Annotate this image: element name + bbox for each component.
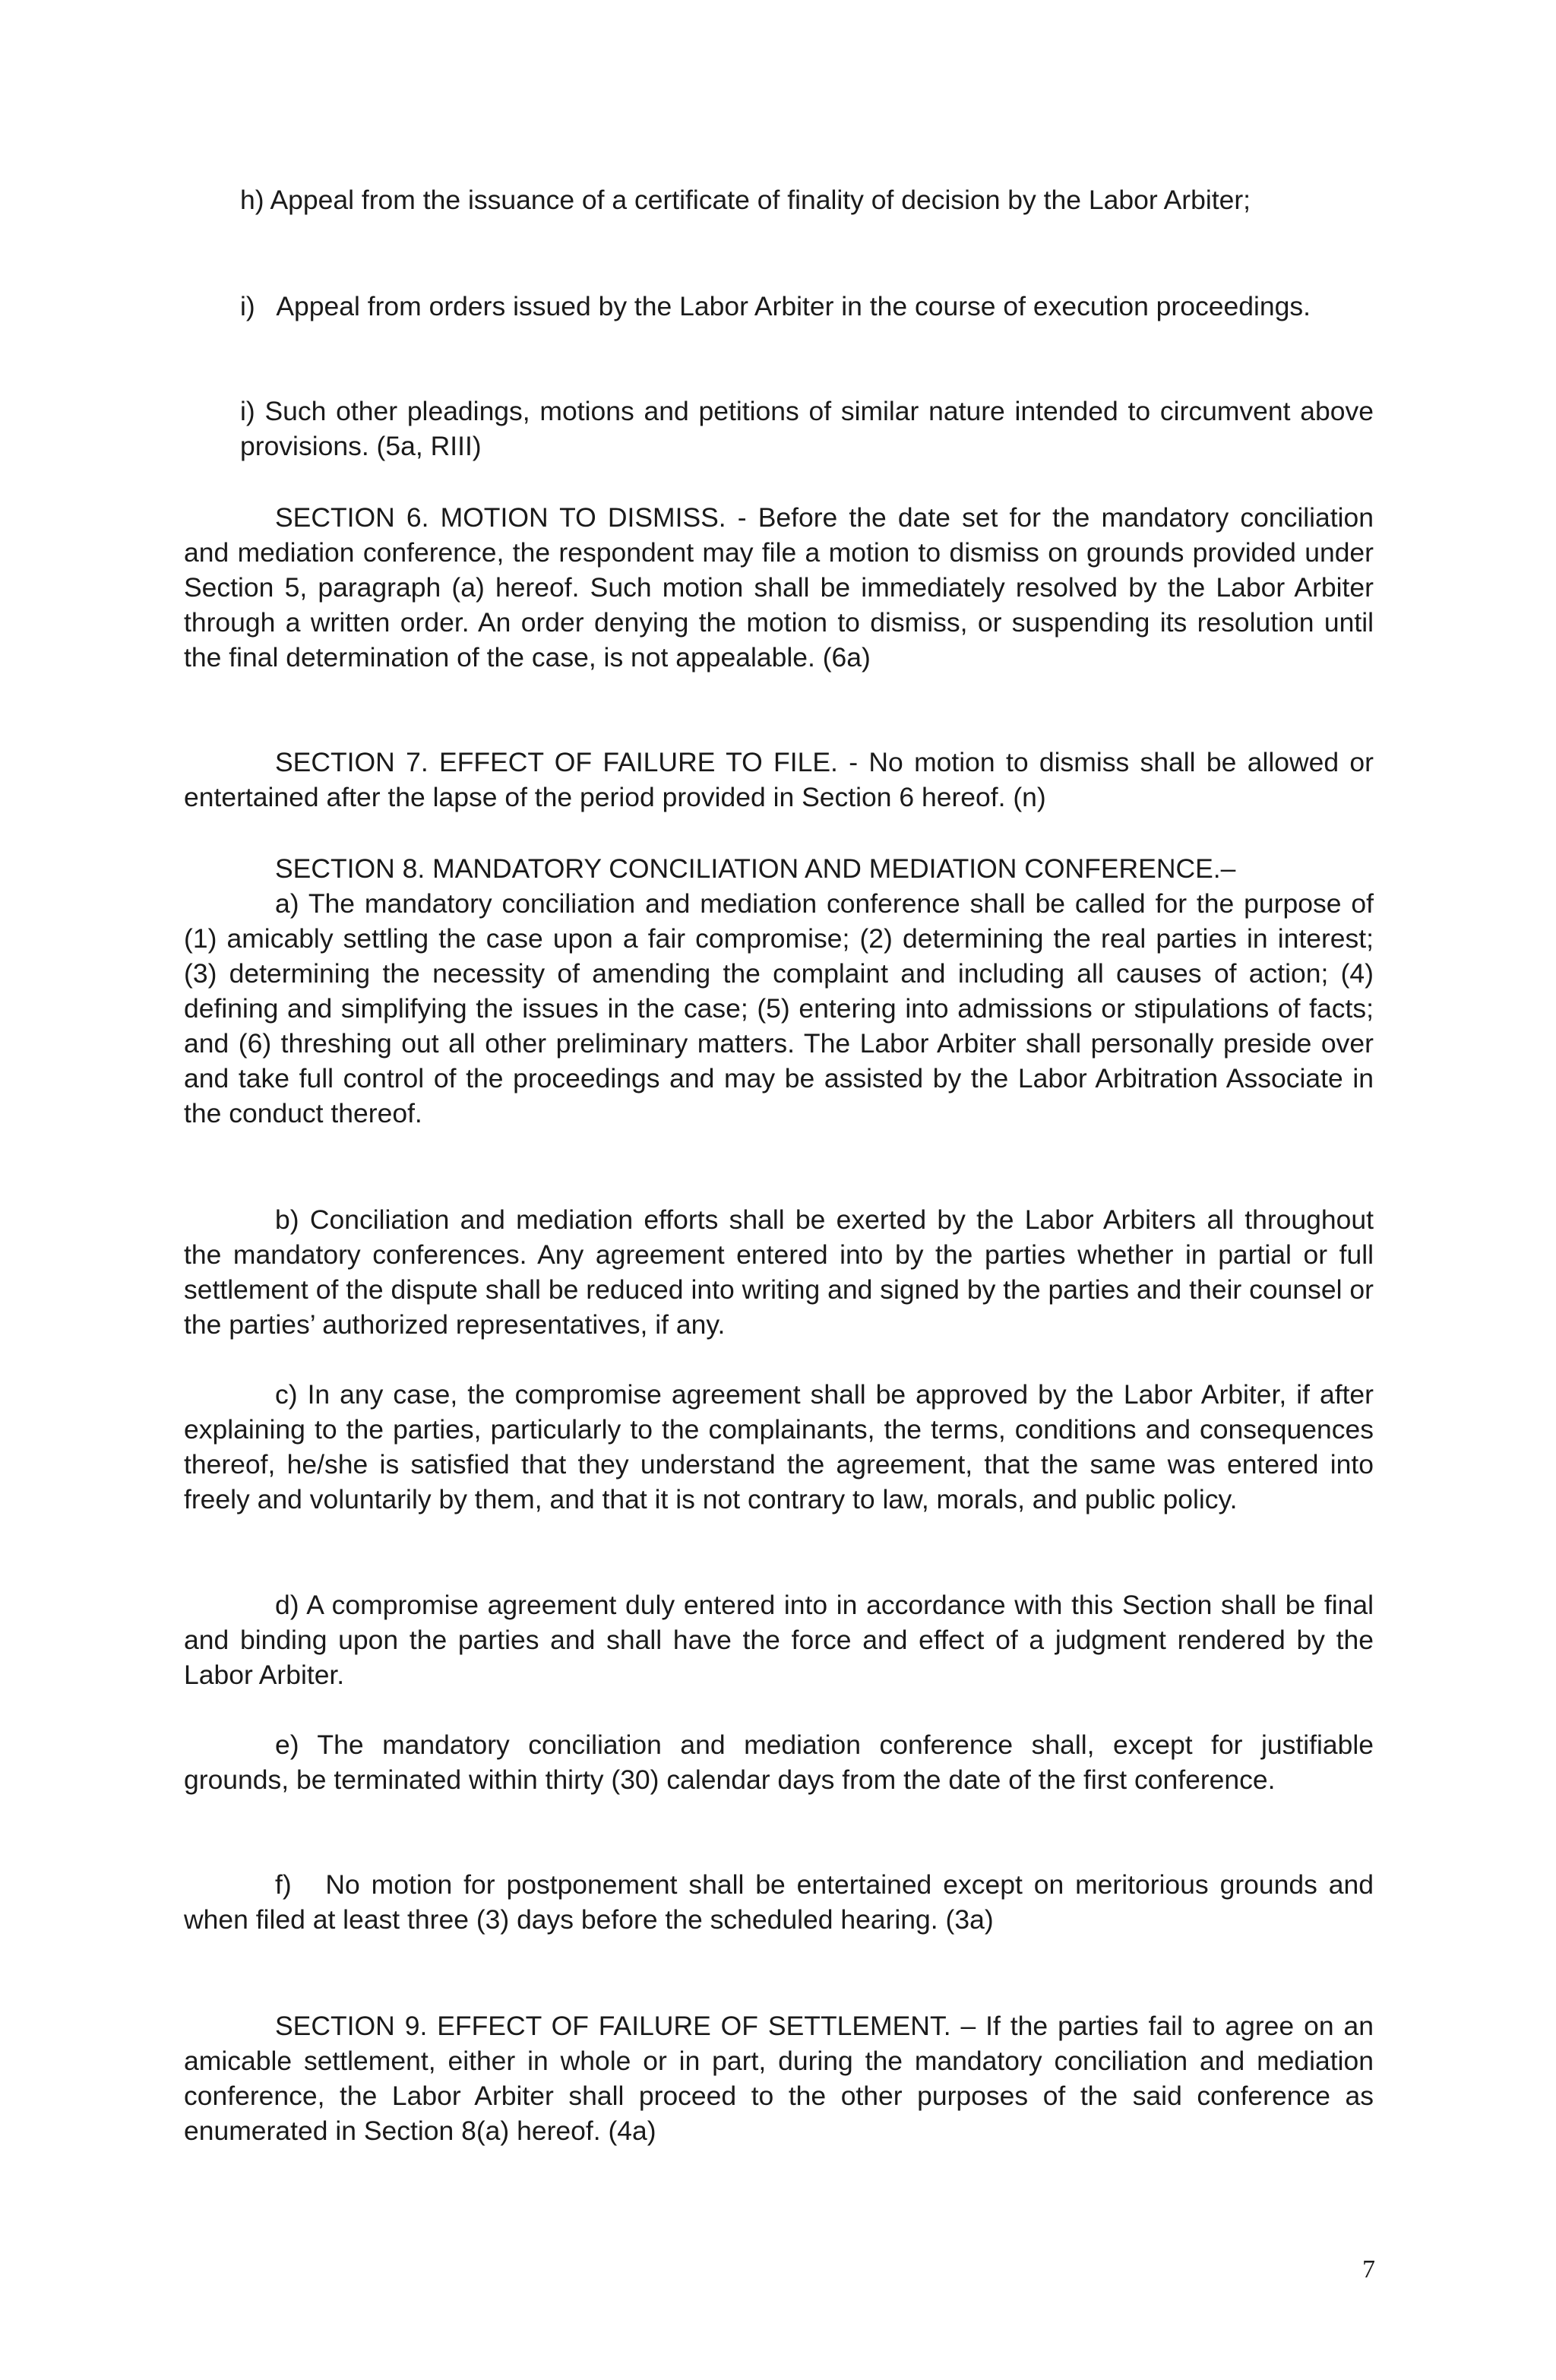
section-7-paragraph: SECTION 7. EFFECT OF FAILURE TO FILE. - No motion to dismiss shall be allowed or entertained after the lapse of the period provided in Section 6 hereof. (n) (184, 747, 1374, 812)
page-number: 7 (1362, 2255, 1375, 2283)
item-i-execution-paragraph: i) Appeal from orders issued by the Labor Arbiter in the course of execution proceedings. (240, 291, 1311, 321)
section-8-paragraph-b: b) Conciliation and mediation efforts shall be exerted by the Labor Arbiters all throughout the mandatory conferences. Any agreement entered into by the parties whether in partial or full settlement of the dispute shall be reduced into writing and signed by the parties and their counsel or the parties’ authorized representatives, if any. (184, 1204, 1374, 1340)
section-9-paragraph: SECTION 9. EFFECT OF FAILURE OF SETTLEMENT. – If the parties fail to agree on an amicable settlement, either in whole or in part, during the mandatory conciliation and mediation conference, the Labor Arbiter shall proceed to the other purposes of the said conference as enumerated in Section 8(a) hereof. (4a) (184, 2011, 1374, 2146)
section-8-paragraph-e: e) The mandatory conciliation and mediation conference shall, except for justifiable grounds, be terminated within thirty (30) calendar days from the date of the first conference. (184, 1730, 1374, 1795)
section-8-block (184, 851, 1374, 1131)
item-i-other-pleadings-paragraph: i) Such other pleadings, motions and petitions of similar nature intended to circumvent above provisions. (5a, RIII) (240, 396, 1374, 461)
section-8-paragraph-a: a) The mandatory conciliation and mediation conference shall be called for the purpose of (1) amicably settling the case upon a fair compromise; (2) determining the real parties in interest; (3) determining the necessity of amending the complaint and including all causes of action; (4) defining and simplifying the issues in the case; (5) entering into admissions or stipulations of facts; and (6) threshing out all other preliminary matters. The Labor Arbiter shall personally preside over and take full control of the proceedings and may be assisted by the Labor Arbitration Associate in the conduct thereof. (184, 888, 1374, 1128)
section-6-paragraph: SECTION 6. MOTION TO DISMISS. - Before the date set for the mandatory conciliation and mediation conference, the respondent may file a motion to dismiss on grounds provided under Section 5, paragraph (a) hereof. Such motion shall be immediately resolved by the Labor Arbiter through a written order. An order denying the motion to dismiss, or suspending its resolution until the final determination of the case, is not appealable. (6a) (184, 502, 1374, 673)
section-8-paragraph-c: c) In any case, the compromise agreement shall be approved by the Labor Arbiter, if after explaining to the parties, particularly to the complainants, the terms, conditions and consequences thereof, he/she is satisfied that they understand the agreement, that the same was entered into freely and voluntarily by them, and that it is not contrary to law, morals, and public policy. (184, 1379, 1374, 1514)
item-h-paragraph: h) Appeal from the issuance of a certificate of finality of decision by the Labor Arbiter; (240, 185, 1251, 215)
section-8-heading: SECTION 8. MANDATORY CONCILIATION AND MEDIATION CONFERENCE.– (275, 853, 1236, 884)
section-8-paragraph-f: f) No motion for postponement shall be entertained except on meritorious grounds and when filed at least three (3) days before the scheduled hearing. (3a) (184, 1869, 1374, 1935)
section-8-paragraph-d: d) A compromise agreement duly entered into in accordance with this Section shall be final and binding upon the parties and shall have the force and effect of a judgment rendered by the Labor Arbiter. (184, 1590, 1374, 1690)
